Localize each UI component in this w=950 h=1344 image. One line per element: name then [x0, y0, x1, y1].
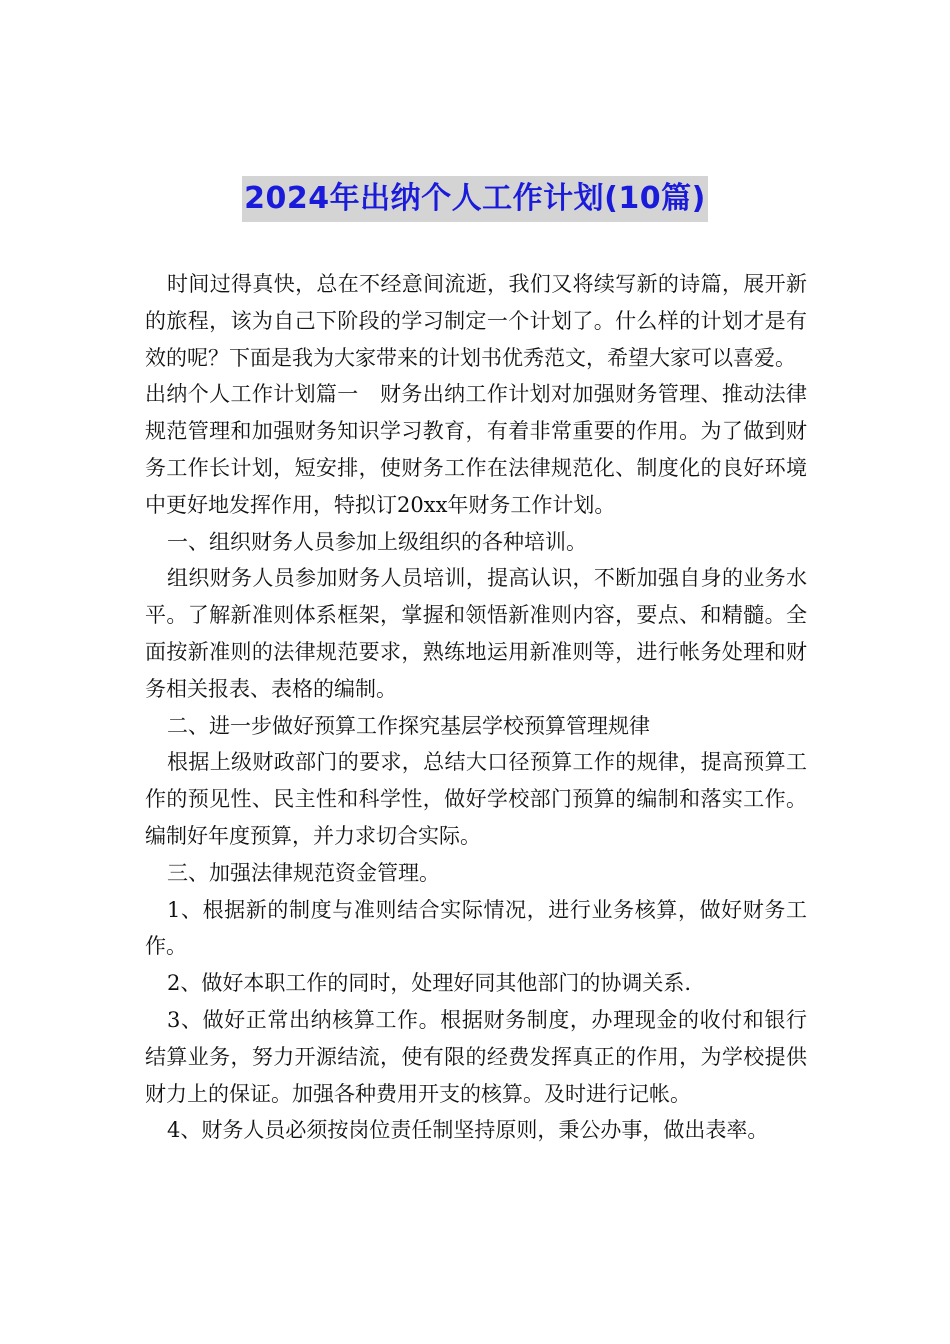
- heading-item-three: 三、加强法律规范资金管理。: [167, 860, 440, 885]
- sub-item-1: 1、根据新的制度与准则结合实际情况，进行业务核算，做好财务工作。: [145, 897, 807, 959]
- item-two-paragraph: 根据上级财政部门的要求，总结大口径预算工作的规律，提高预算工作的预见性、民主性和科学性，做好学校部门预算的编制和落实工作。编制好年度预算，并力求切合实际。: [145, 750, 807, 848]
- heading-item-one: 一、组织财务人员参加上级组织的各种培训。: [167, 529, 587, 554]
- sub-item-3: 3、做好正常出纳核算工作。根据财务制度，办理现金的收付和银行结算业务，努力开源结流，使有限的经费发挥真正的作用，为学校提供财力上的保证。加强各种费用开支的核算。及时进行记帐。: [145, 1007, 807, 1106]
- item-one-paragraph: 组织财务人员参加财务人员培训，提高认识，不断加强自身的业务水平。了解新准则体系框架，掌握和领悟新准则内容，要点、和精髓。全面按新准则的法律规范要求，熟练地运用新准则等，进行帐务处理和财务相关报表、表格的编制。: [145, 566, 807, 701]
- document-body: [145, 266, 807, 1149]
- section-one-paragraph: 出纳个人工作计划篇一 财务出纳工作计划对加强财务管理、推动法律规范管理和加强财务知识学习教育，有着非常重要的作用。为了做到财务工作长计划，短安排，使财务工作在法律规范化、制度化的良好环境中更好地发挥作用，特拟订20xx年财务工作计划。: [145, 382, 807, 517]
- page-title: 2024年出纳个人工作计划(10篇): [242, 176, 708, 222]
- sub-item-2: 2、做好本职工作的同时，处理好同其他部门的协调关系.: [167, 971, 692, 996]
- heading-item-two: 二、进一步做好预算工作探究基层学校预算管理规律: [167, 713, 650, 738]
- sub-item-4: 4、财务人员必须按岗位责任制坚持原则，秉公办事，做出表率。: [167, 1118, 769, 1143]
- intro-paragraph: 时间过得真快，总在不经意间流逝，我们又将续写新的诗篇，展开新的旅程，该为自己下阶段的学习制定一个计划了。什么样的计划才是有效的呢？下面是我为大家带来的计划书优秀范文，希望大家可以喜爱。: [145, 272, 807, 370]
- title-container: [0, 176, 950, 222]
